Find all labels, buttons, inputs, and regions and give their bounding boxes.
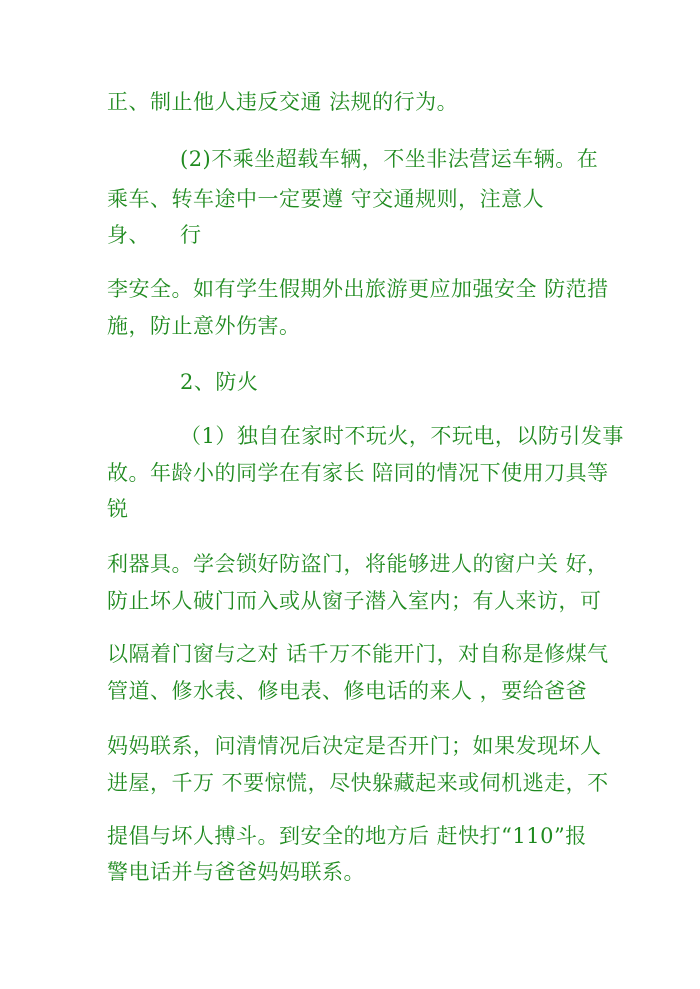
- text-line: 防止坏人破门而入或从窗子潜入室内；有人来访，可: [107, 589, 602, 613]
- text-line: 锐: [107, 497, 129, 521]
- text-line: 管道、修水表、修电表、修电话的来人 ，要给爸爸: [107, 679, 588, 703]
- text-line: 乘车、转车途中一定要遵 守交通规则，注意人: [107, 187, 545, 211]
- text-line: 李安全。如有学生假期外出旅游更应加强安全 防范措: [107, 277, 609, 301]
- text-line: 身、: [107, 223, 150, 247]
- text-line: 警电话并与爸爸妈妈联系。: [107, 860, 365, 884]
- section-heading: 2、防火: [180, 370, 259, 394]
- text-line: 进屋，千万 不要惊慌，尽快躲藏起来或伺机逃走，不: [107, 771, 609, 795]
- text-line: 提倡与坏人搏斗。到安全的地方后 赶快打“110”报: [107, 824, 587, 848]
- text-line: 行: [180, 223, 202, 247]
- text-line: 妈妈联系，问清情况后决定是否开门；如果发现坏人: [107, 734, 602, 758]
- text-line: (2)不乘坐超载车辆，不坐非法营运车辆。在: [180, 147, 599, 171]
- text-line: 施，防止意外伤害。: [107, 314, 301, 338]
- text-line: 故。年龄小的同学在有家长 陪同的情况下使用刀具等: [107, 461, 609, 485]
- text-line: （1）独自在家时不玩火，不玩电，以防引发事: [180, 424, 624, 448]
- text-line: 正、制止他人违反交通 法规的行为。: [107, 90, 459, 114]
- text-line: 以隔着门窗与之对 话千万不能开门，对自称是修煤气: [107, 642, 609, 666]
- text-line: 利器具。学会锁好防盗门，将能够进人的窗户关 好，: [107, 552, 609, 576]
